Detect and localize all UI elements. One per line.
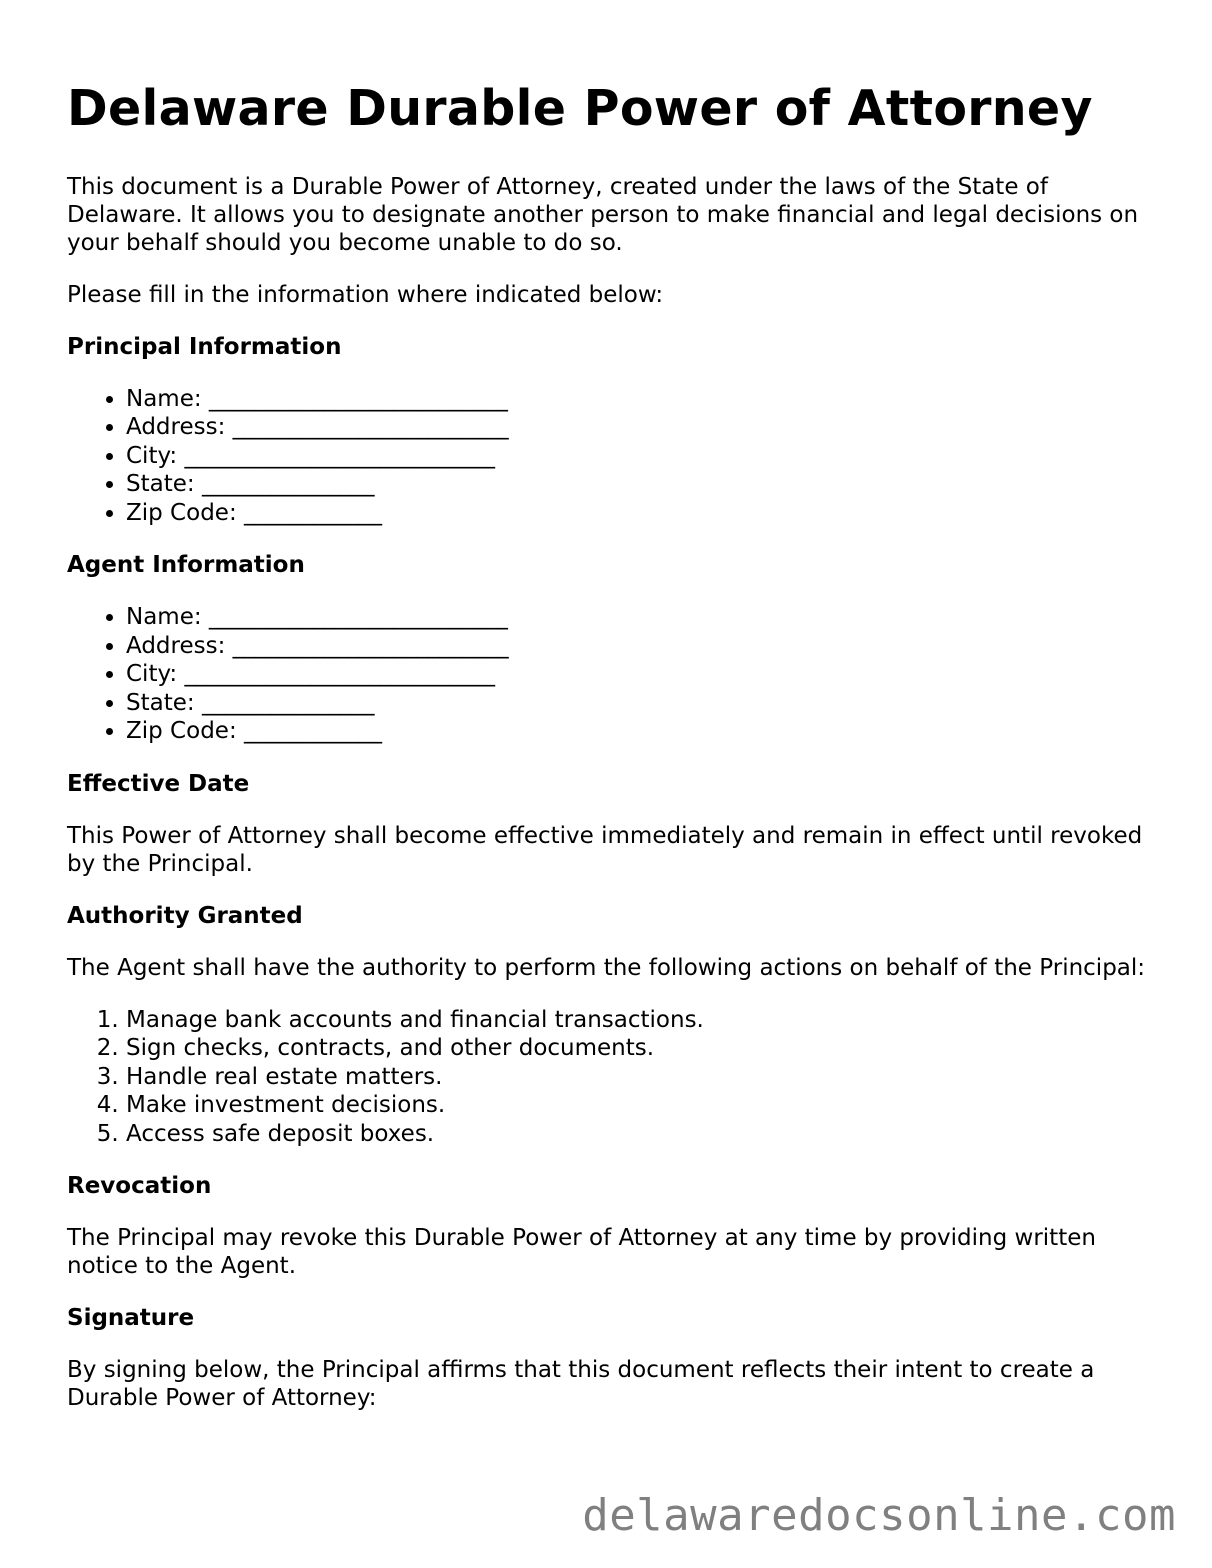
principal-state-field: • State: _______________ — [126, 470, 1147, 499]
agent-city-field: • City: ___________________________ — [126, 660, 1147, 689]
principal-city-field: • City: ___________________________ — [126, 442, 1147, 471]
document-title: Delaware Durable Power of Attorney — [67, 80, 1093, 137]
agent-state-field: • State: _______________ — [126, 689, 1147, 718]
principal-name-field: • Name: __________________________ — [126, 385, 1147, 414]
principal-zip-field: • Zip Code: ____________ — [126, 499, 1147, 528]
revocation-paragraph: The Principal may revoke this Durable Power of Attorney at any time by providing written notice to the Agent. — [67, 1225, 1096, 1280]
signature-heading: Signature — [67, 1305, 195, 1332]
authority-item: 2. Sign checks, contracts, and other documents. — [126, 1034, 1147, 1063]
agent-address-field: • Address: ________________________ — [126, 632, 1147, 661]
agent-heading: Agent Information — [67, 552, 305, 579]
site-watermark: delawaredocsonline.com — [582, 1490, 1176, 1541]
signature-paragraph: By signing below, the Principal affirms that this document reflects their intent to create a Durable Power of Attorney: — [67, 1357, 1095, 1412]
authority-item: 5. Access safe deposit boxes. — [126, 1120, 1147, 1149]
principal-heading: Principal Information — [67, 333, 342, 360]
instructions-paragraph: Please fill in the information where indicated below: — [67, 281, 664, 308]
effective-date-paragraph: This Power of Attorney shall become effective immediately and remain in effect until revoked by the Principal. — [67, 822, 1143, 877]
document-page — [67, 80, 1147, 1412]
authority-paragraph: The Agent shall have the authority to perform the following actions on behalf of the Principal: — [67, 954, 1146, 981]
principal-address-field: • Address: ________________________ — [126, 413, 1147, 442]
agent-name-field: • Name: __________________________ — [126, 603, 1147, 632]
intro-paragraph: This document is a Durable Power of Attorney, created under the laws of the State of Delaware. It allows you to designate another person to make financial and legal decisions on your behalf should you become unable to do so. — [67, 173, 1139, 256]
revocation-heading: Revocation — [67, 1173, 212, 1200]
authority-heading: Authority Granted — [67, 902, 303, 929]
principal-fields-list — [67, 385, 1147, 528]
effective-date-heading: Effective Date — [67, 770, 250, 797]
authority-item: 3. Handle real estate matters. — [126, 1063, 1147, 1092]
agent-zip-field: • Zip Code: ____________ — [126, 717, 1147, 746]
agent-fields-list — [67, 603, 1147, 746]
authority-item: 1. Manage bank accounts and financial transactions. — [126, 1006, 1147, 1035]
authority-list — [67, 1006, 1147, 1149]
authority-item: 4. Make investment decisions. — [126, 1091, 1147, 1120]
